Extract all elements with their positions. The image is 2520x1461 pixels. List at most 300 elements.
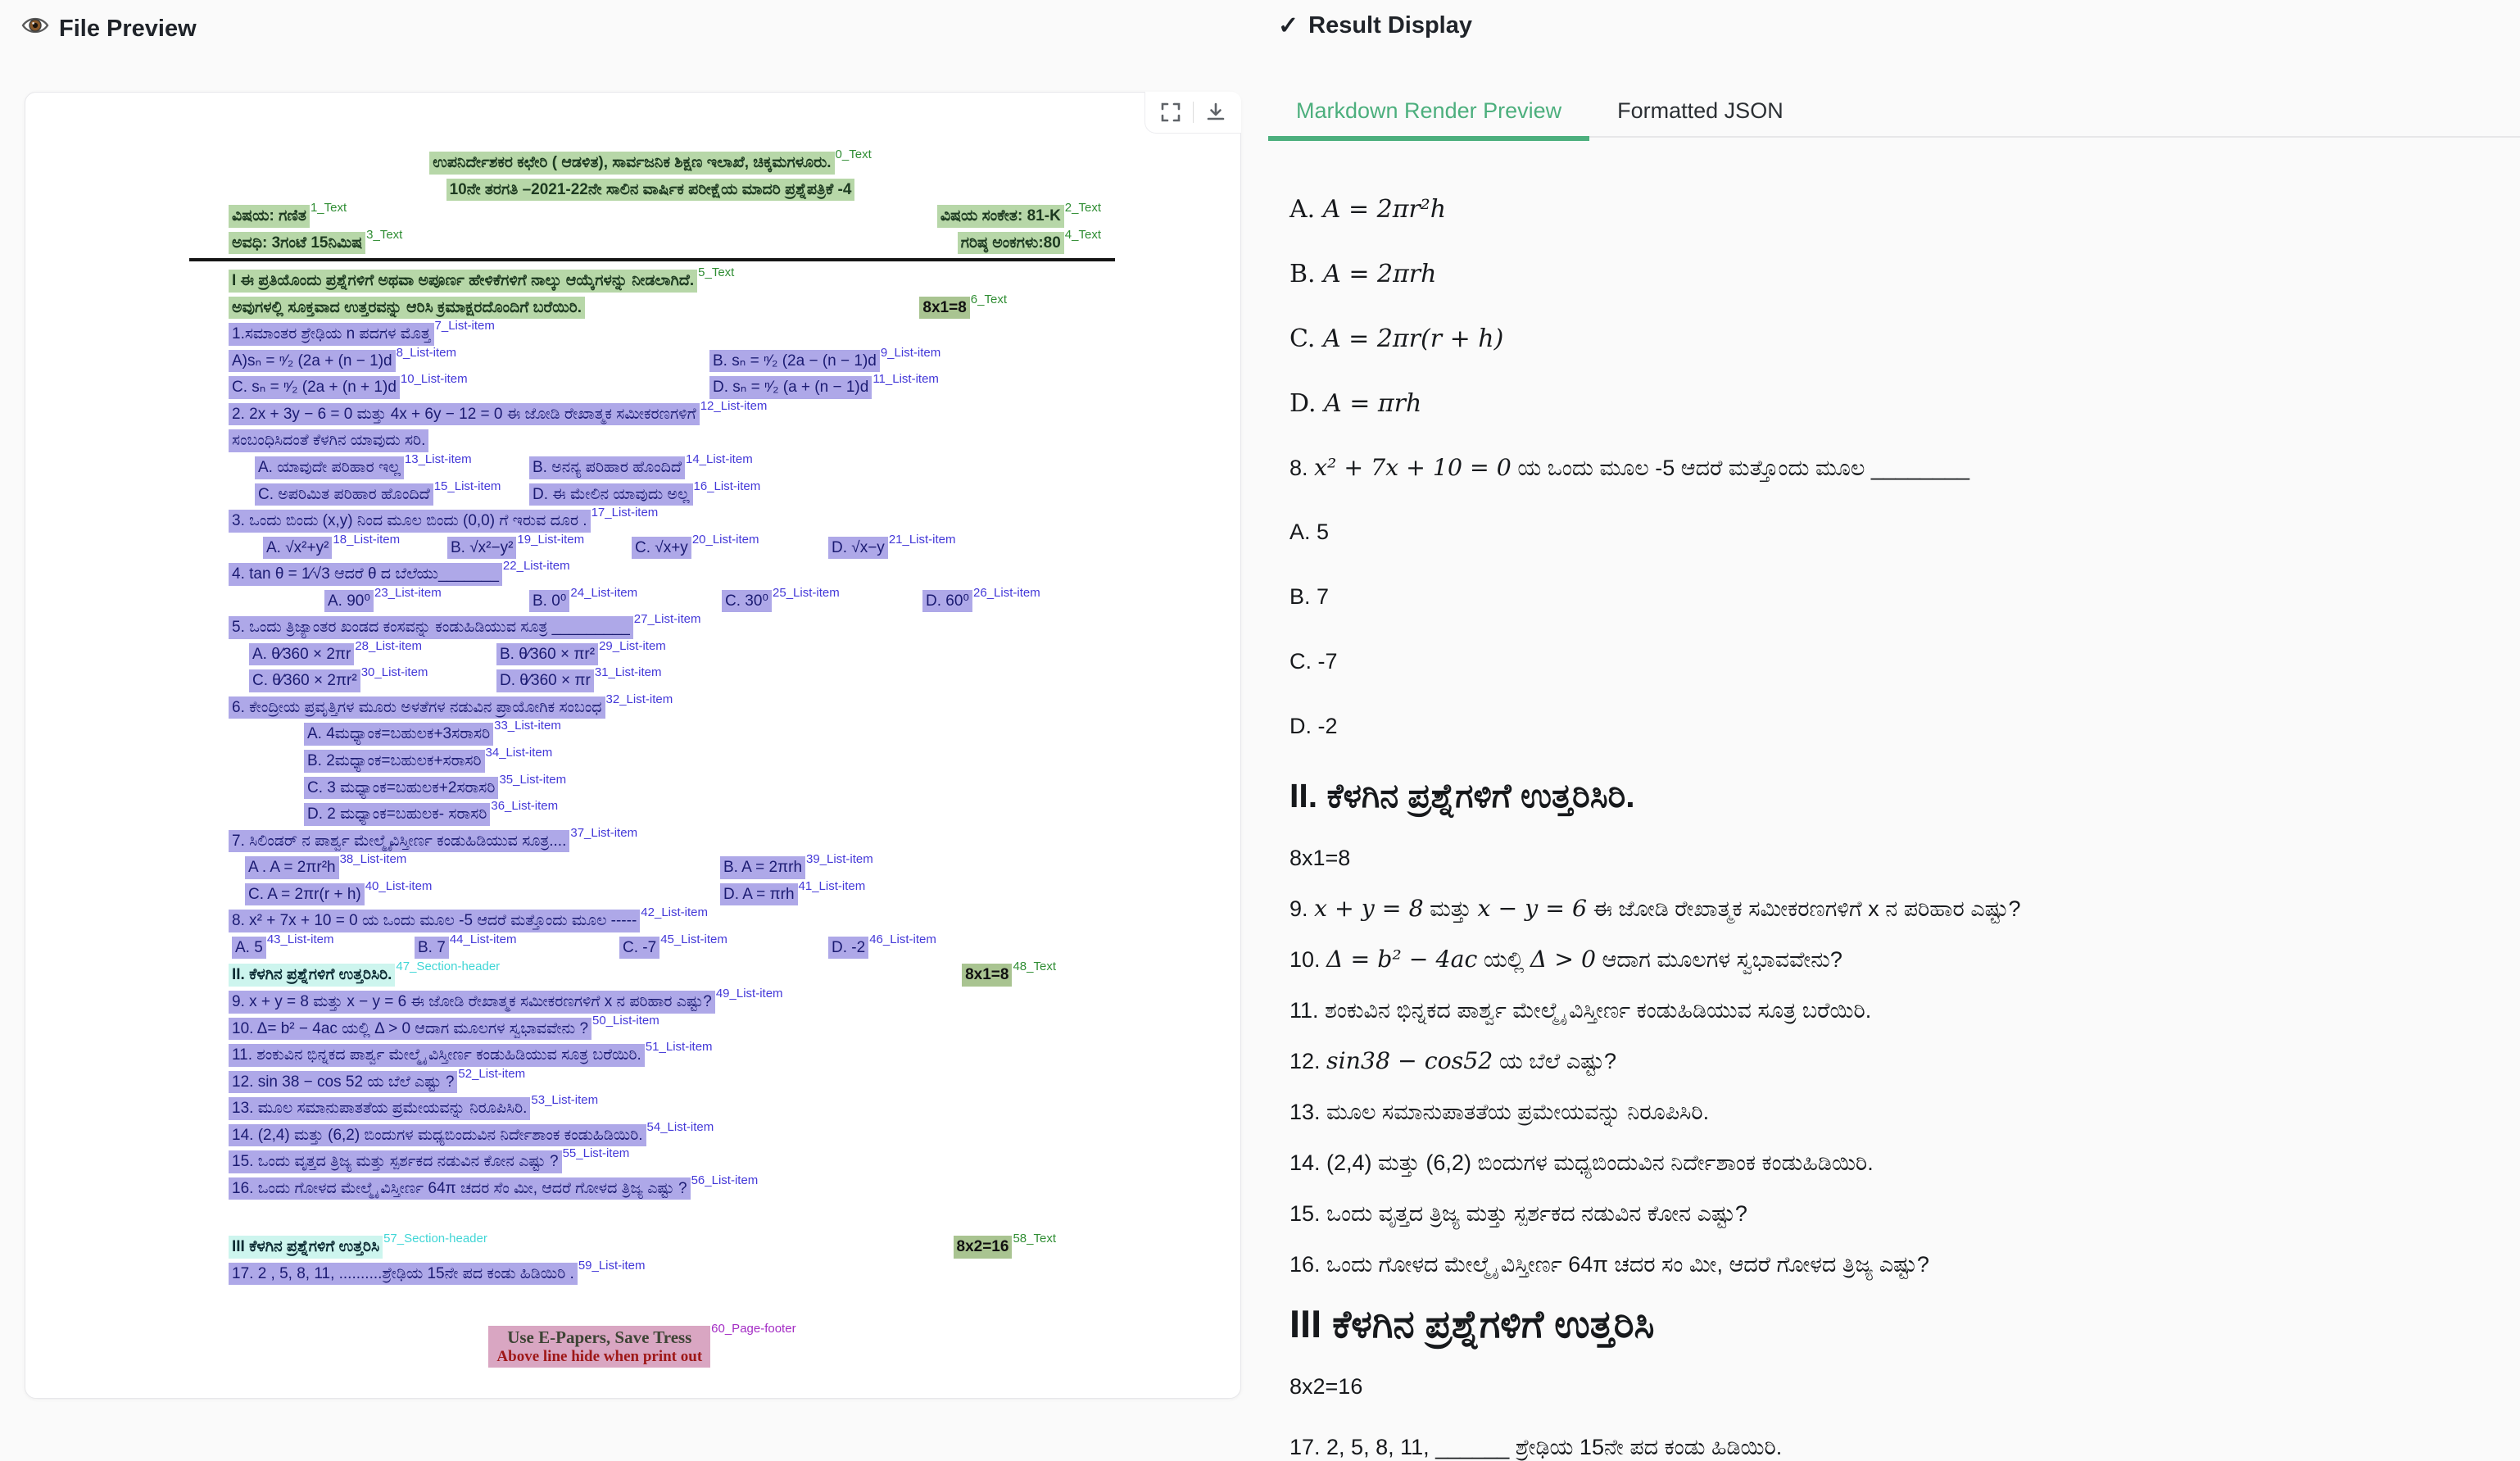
doc-region-44_List-item: B. 7 [415,937,449,960]
document-cell [229,692,673,719]
doc-region-text: ಅವುಗಳಲ್ಲಿ ಸೂಕ್ತವಾದ ಉತ್ತರವನ್ನು ಆರಿಸಿ ಕ್ರಮಾಕ್ಷರದೊಂದಿಗೆ ಬರೆಯಿರಿ. [229,297,585,320]
region-label: 0_Text [835,147,872,161]
region-label: 24_List-item [570,585,638,600]
markdown-line [1289,1301,2495,1348]
document-cell [229,345,709,373]
document-cell [619,932,828,960]
doc-region-26_List-item: D. 60⁰ [922,590,972,613]
region-label: 44_List-item [449,932,517,946]
doc-region-14_List-item: B. ಅನನ್ಯ ಪರಿಹಾರ ಹೊಂದಿದೆ [529,456,685,479]
doc-region-40_List-item: C. A = 2πr(r + h) [245,883,365,906]
document-cell [229,372,709,399]
doc-region-15_List-item: C. ಅಪರಿಮಿತ ಪರಿಹಾರ ಹೊಂದಿದೆ [255,483,433,506]
text-segment: 10. [1289,947,1327,972]
document-row [229,1066,1171,1094]
doc-region-21_List-item: D. √x−y [828,537,888,560]
document-row [229,986,1171,1014]
text-segment: ಆದಾಗ ಮೂಲಗಳ ಸ್ವಭಾವವೇನು? [1596,947,1842,972]
doc-region-19_List-item: B. √x²−y² [447,537,516,560]
region-label: 14_List-item [685,452,753,467]
markdown-line [1289,195,2495,225]
document-cell [229,960,501,987]
region-label: 22_List-item [502,559,570,574]
doc-region-24_List-item: B. 0⁰ [529,590,569,613]
document-row [304,799,1246,826]
document-cell [496,665,662,692]
doc-region-27_List-item: 5. ಒಂದು ತ್ರಿಜ್ಯಾಂತರ ಖಂಡದ ಕಂಸವನ್ನು ಕಂಡುಹಿಡಿಯುವ ಸೂತ್ರ _________ [229,616,633,639]
document-cell [249,665,496,692]
document-cell [709,372,939,399]
text-segment: 17. 2, 5, 8, 11, ______ ಶ್ರೇಢಿಯ 15ನೇ ಪದ ಕಂಡು ಹಿಡಿಯಿರಿ. [1289,1435,1783,1459]
document-cell [232,932,415,960]
doc-region-3_Text: ಅವಧಿ: 3ಗಂಟೆ 15ನಿಮಿಷ [229,232,365,255]
text-segment: 8x2=16 [1289,1374,1363,1399]
doc-region-36_List-item: D. 2 ಮಧ್ಯಾಂಕ=ಬಹುಲಕ- ಸರಾಸರಿ [304,803,490,826]
region-label: 36_List-item [491,799,559,814]
doc-region-22_List-item: 4. tan θ = 1⁄√3 ಆದರೆ θ ದ ಬೆಲೆಯು_______ [229,563,502,586]
document-cell [229,1040,713,1067]
doc-region-35_List-item: C. 3 ಮಧ್ಯಾಂಕ=ಬಹುಲಕ+2ಸರಾಸರಿ [304,777,498,800]
document-cell [229,986,783,1014]
text-segment: 13. ಮೂಲ ಸಮಾನುಪಾತತೆಯ ಪ್ರಮೇಯವನ್ನು ನಿರೂಪಿಸಿರಿ. [1289,1100,1710,1124]
document-cell [229,1119,714,1147]
document-cell [229,1173,759,1200]
document-cell [229,1093,599,1120]
document-cell [496,638,666,666]
document-cell [245,878,720,906]
math-segment: A = 2πr(r + h) [1322,324,1504,353]
check-icon: ✓ [1278,12,1299,39]
document-row [255,479,1197,506]
doc-region-32_List-item: 6. ಕೇಂದ್ರೀಯ ಪ್ರವೃತ್ತಿಗಳ ಮೂರು ಅಳತೆಗಳ ನಡುವಿನ ಪ್ರಾಯೋಗಿಕ ಸಂಬಂಧ [229,696,605,719]
region-label: 30_List-item [360,665,428,680]
doc-region-17_List-item: 3. ಒಂದು ಬಿಂದು (x,y) ನಿಂದ ಮೂಲ ಬಿಂದು (0,0) ಗೆ ಇರುವ ದೂರ . [229,510,591,533]
region-label: 9_List-item [880,345,941,360]
region-label: 17_List-item [591,506,659,520]
math-segment: sin38 − cos52 [1326,1047,1493,1074]
result-display-title: Result Display [1308,12,1472,39]
document-cell [249,638,496,666]
region-label: 35_List-item [499,772,567,787]
document-cell [828,532,956,560]
markdown-line [1289,1098,2495,1126]
document-cell [529,452,753,479]
document-cell [958,227,1101,255]
doc-region-43_List-item: A. 5 [232,937,266,960]
file-preview-header [21,11,197,46]
text-segment: ಯ ಬೆಲೆ ಎಷ್ಟು? [1493,1049,1617,1073]
region-label: 16_List-item [693,479,761,493]
tab-markdown-render-preview[interactable]: Markdown Render Preview [1268,90,1589,141]
math-segment: A = 2πr²h [1322,195,1447,224]
region-label: 45_List-item [660,932,727,946]
doc-region-25_List-item: C. 30⁰ [722,590,772,613]
document-cell [229,612,701,639]
markdown-line [1289,647,2495,675]
doc-region-47_Section-header: II. ಕೆಳಗಿನ ಪ್ರಶ್ನೆಗಳಿಗೆ ಉತ್ತರಿಸಿರಿ. [229,964,395,987]
markdown-preview-content[interactable] [1289,138,2495,1461]
document-row [229,960,1056,987]
region-label: 54_List-item [646,1119,714,1134]
document-cell [304,772,567,800]
math-segment: A = πrh [1324,389,1422,418]
region-label: 42_List-item [641,905,708,920]
document-cell [229,559,570,586]
document-row [249,638,1191,666]
region-label: 12_List-item [700,398,768,413]
document-row [229,1119,1171,1147]
document-row [229,1146,1171,1173]
document-cell [229,1013,659,1041]
document-row [229,506,1171,533]
region-label: 40_List-item [365,878,433,893]
text-segment: D. [1289,389,1325,418]
text-segment: 9. [1289,896,1315,921]
document-cell [304,746,553,773]
document-cell [720,852,873,879]
doc-region-28_List-item: A. θ⁄360 × 2πr [249,643,354,666]
text-segment: 16. ಒಂದು ಗೋಳದ ಮೇಲ್ಮೈ ವಿಸ್ತೀರ್ಣ 64π ಚದರ ಸಂ ಮೀ, ಆದರೆ ಗೋಳದ ತ್ರಿಜ್ಯ ಎಷ್ಟು? [1289,1252,1929,1277]
region-label: 26_List-item [973,585,1040,600]
math-segment: Δ = b² − 4ac [1326,946,1478,973]
document-row [229,1013,1171,1041]
markdown-line [1289,777,2495,816]
text-segment: D. -2 [1289,714,1338,738]
document-cell [229,265,735,293]
text-segment: 11. ಶಂಕುವಿನ ಭಿನ್ನಕದ ಪಾರ್ಶ್ವ ಮೇಲ್ಮೈ ವಿಸ್ತೀರ್ಣ ಕಂಡುಹಿಡಿಯುವ ಸೂತ್ರ ಬರೆಯಿರಿ. [1289,998,1872,1023]
document-cell [229,1232,487,1259]
region-label: 8_List-item [396,345,456,360]
region-label: 15_List-item [433,479,501,493]
doc-region-text: 10ನೇ ತರಗತಿ –2021-22ನೇ ಸಾಲಿನ ವಾರ್ಷಿಕ ಪರೀಕ್ಷೆಯ ಮಾದರಿ ಪ್ರಶ್ನೆಪತ್ರಿಕೆ -4 [446,179,855,202]
document-cell [962,960,1056,987]
document-row [229,1258,1171,1286]
document-cell [229,398,768,426]
region-label: 1_Text [310,201,347,216]
text-segment: ಯ ಒಂದು ಮೂಲ -5 ಆದರೆ ಮತ್ತೊಂದು ಮೂಲ ________ [1511,456,1970,480]
markdown-line [1289,389,2495,419]
markdown-line [1289,1149,2495,1177]
doc-region-59_List-item: 17. 2 , 5, 8, 11, ..........ಶ್ರೇಢಿಯ 15ನೇ ಪದ ಕಂಡು ಹಿಡಿಯಿರಿ . [229,1263,578,1286]
document-cell [255,452,529,479]
region-label: 25_List-item [773,585,840,600]
doc-region-52_List-item: 12. sin 38 − cos 52 ಯ ಬೆಲೆ ಎಷ್ಟು ? [229,1071,457,1094]
markdown-line [1289,844,2495,872]
region-label: 43_List-item [266,932,334,946]
doc-region-41_List-item: D. A = πrh [720,883,798,906]
markdown-line [1289,454,2495,482]
document-page[interactable] [25,93,1240,1398]
document-cell [229,1258,646,1286]
document-row [229,1173,1171,1200]
document-cell [415,932,619,960]
document-cell [937,201,1101,228]
document-divider-line [189,258,1115,261]
doc-region-4_Text: ಗರಿಷ್ಠ ಅಂಕಗಳು:80 [958,232,1064,255]
doc-region-12_List-item: 2. 2x + 3y − 6 = 0 ಮತ್ತು 4x + 6y − 12 = 0 ಈ ಜೋಡಿ ರೇಖಾತ್ಮಕ ಸಮೀಕರಣಗಳಿಗೆ [229,403,700,426]
document-row [229,179,1072,202]
document-row [304,772,1246,800]
document-row [324,585,1267,613]
text-segment: C. [1289,324,1323,353]
document-cell [447,532,632,560]
document-cell [229,506,659,533]
document-row [229,345,1171,373]
markdown-line [1289,946,2495,973]
markdown-line [1289,583,2495,610]
document-cell [255,479,529,506]
document-cell [229,297,919,320]
document-row [245,852,1187,879]
region-label: 5_Text [698,265,735,280]
markdown-line [1289,712,2495,740]
page-footer-warning: Above line hide when print out [496,1348,703,1366]
math-segment: x + y = 8 [1314,895,1424,922]
doc-region-2_Text: ವಿಷಯ ಸಂಕೇತ: 81-K [937,205,1064,228]
document-row [229,147,1072,175]
text-segment: B. 7 [1289,584,1330,609]
doc-region-11_List-item: D. sₙ = ⁿ⁄₂ (a + (n − 1)d [709,376,872,399]
region-label: 20_List-item [691,532,759,547]
document-cell [919,292,1007,320]
document-cell [229,905,708,932]
region-label: 31_List-item [594,665,662,680]
file-preview-title: File Preview [59,15,197,42]
document-cell [720,878,866,906]
document-row [229,227,1101,255]
region-label: 13_List-item [404,452,472,467]
doc-region-50_List-item: 10. Δ= b² − 4ac ಯಲ್ಲಿ Δ > 0 ಆದಾಗ ಮೂಲಗಳ ಸ್ವಭಾವವೇನು ? [229,1018,591,1041]
doc-region-34_List-item: B. 2ಮಧ್ಯಾಂಕ=ಬಹುಲಕ+ಸರಾಸರಿ [304,750,485,773]
region-label: 39_List-item [806,852,873,867]
region-label: 23_List-item [374,585,442,600]
doc-region-53_List-item: 13. ಮೂಲ ಸಮಾನುಪಾತತೆಯ ಪ್ರಮೇಯವನ್ನು ನಿರೂಪಿಸಿರಿ. [229,1097,530,1120]
region-label: 6_Text [970,292,1007,306]
doc-region-text: ಸಂಬಂಧಿಸಿದಂತೆ ಕೆಳಗಿನ ಯಾವುದು ಸರಿ. [229,429,428,452]
doc-region-45_List-item: C. -7 [619,937,659,960]
document-row [229,398,1171,426]
document-row [229,372,1171,399]
document-cell [245,852,720,879]
text-segment: A. 5 [1289,520,1330,544]
document-cell [446,179,855,202]
markdown-line [1289,1200,2495,1227]
region-label: 57_Section-header [383,1232,487,1246]
doc-region-55_List-item: 15. ಒಂದು ವೃತ್ತದ ತ್ರಿಜ್ಯ ಮತ್ತು ಸ್ಪರ್ಶಕದ ನಡುವಿನ ಕೋನ ಎಷ್ಟು ? [229,1150,562,1173]
document-row [229,265,1171,293]
region-label: 18_List-item [333,532,401,547]
document-row [229,559,1171,586]
doc-region-49_List-item: 9. x + y = 8 ಮತ್ತು x − y = 6 ಈ ಜೋಡಿ ರೇಖಾತ್ಮಕ ಸಮೀಕರಣಗಳಿಗೆ x ನ ಪರಿಹಾರ ಎಷ್ಟು? [229,991,715,1014]
doc-region-57_Section-header: III ಕೆಳಗಿನ ಪ್ರಶ್ನೆಗಳಿಗೆ ಉತ್ತರಿಸಿ [229,1236,383,1259]
text-segment: 14. (2,4) ಮತ್ತು (6,2) ಬಿಂದುಗಳ ಮಧ್ಯಬಿಂದುವಿನ ನಿರ್ದೇಶಾಂಕ ಕಂಡುಹಿಡಿಯಿರಿ. [1289,1150,1874,1175]
region-label: 59_List-item [578,1258,646,1273]
doc-region-56_List-item: 16. ಒಂದು ಗೋಳದ ಮೇಲ್ಮೈ ವಿಸ್ತೀರ್ಣ 64π ಚದರ ಸೆಂ ಮೀ, ಆದರೆ ಗೋಳದ ತ್ರಿಜ್ಯ ಎಷ್ಟು ? [229,1177,691,1200]
document-row [229,1040,1171,1067]
document-row [229,429,1171,452]
document-row [304,719,1246,746]
document-row [229,612,1171,639]
region-label: 2_Text [1064,201,1101,216]
region-label: 28_List-item [355,638,423,653]
doc-region-54_List-item: 14. (2,4) ಮತ್ತು (6,2) ಬಿಂದುಗಳ ಮಧ್ಯಬಿಂದುವಿನ ನಿರ್ದೇಶಾಂಕ ಕಂಡುಹಿಡಿಯಿರಿ. [229,1124,646,1147]
region-label: 46_List-item [869,932,936,946]
document-cell [304,719,561,746]
doc-region-46_List-item: D. -2 [828,937,868,960]
document-cell [922,585,1040,613]
text-segment: ಯಲ್ಲಿ [1477,947,1530,972]
document-cell [229,319,495,346]
document-row [229,1093,1171,1120]
document-row [245,878,1187,906]
document-cell [709,345,941,373]
doc-region-51_List-item: 11. ಶಂಕುವಿನ ಭಿನ್ನಕದ ಪಾರ್ಶ್ವ ಮೇಲ್ಮೈ ವಿಸ್ತೀರ್ಣ ಕಂಡುಹಿಡಿಯುವ ಸೂತ್ರ ಬರೆಯಿರಿ. [229,1044,645,1067]
doc-region-29_List-item: B. θ⁄360 × πr² [496,643,598,666]
doc-region-30_List-item: C. θ⁄360 × 2πr² [249,669,360,692]
region-label: 38_List-item [339,852,407,867]
doc-region-8_List-item: A)sₙ = ⁿ⁄₂ (2a + (n − 1)d [229,350,396,373]
result-tabbar [1268,90,2520,138]
result-panel [1268,0,2520,1461]
markdown-line [1289,1373,2495,1400]
region-label: 50_List-item [592,1013,659,1028]
document-cell [722,585,922,613]
tab-formatted-json[interactable]: Formatted JSON [1617,98,1783,123]
document-cell [828,932,936,960]
doc-region-1_Text: ವಿಷಯ: ಗಣಿತ [229,205,310,228]
text-segment: ಮತ್ತು [1423,896,1478,921]
doc-region-58_Text: 8x2=16 [954,1236,1013,1259]
text-segment: III ಕೆಳಗಿನ ಪ್ರಶ್ನೆಗಳಿಗೆ ಉತ್ತರಿಸಿ [1289,1302,1655,1345]
doc-region-18_List-item: A. √x²+y² [263,537,332,560]
doc-region-39_List-item: B. A = 2πrh [720,856,805,879]
markdown-line [1289,324,2495,354]
region-label: 51_List-item [645,1040,713,1055]
region-label: 21_List-item [888,532,956,547]
doc-region-20_List-item: C. √x+y [632,537,691,560]
markdown-line [1289,1433,2495,1461]
region-label: 3_Text [366,227,403,242]
text-segment: ಈ ಜೋಡಿ ರೇಖಾತ್ಮಕ ಸಮೀಕರಣಗಳಿಗೆ x ನ ಪರಿಹಾರ ಎಷ್ಟು? [1587,896,2021,921]
page-footer-line: Use E-Papers, Save Tress [507,1327,692,1348]
region-label: 33_List-item [494,719,561,733]
markdown-line [1289,1250,2495,1278]
text-segment: 8. [1289,456,1315,480]
doc-region-9_List-item: B. sₙ = ⁿ⁄₂ (2a − (n − 1)d [709,350,880,373]
math-segment: A = 2πrh [1323,260,1437,288]
region-label: 27_List-item [633,612,701,627]
doc-region-38_List-item: A . A = 2πr²h [245,856,339,879]
document-row [255,452,1197,479]
document-row [229,292,1007,320]
markdown-line [1289,1047,2495,1075]
region-label: 4_Text [1064,227,1101,242]
region-label: 49_List-item [715,986,783,1000]
text-segment: B. [1289,260,1324,288]
region-label: 32_List-item [605,692,673,706]
doc-region-13_List-item: A. ಯಾವುದೇ ಪರಿಹಾರ ಇಲ್ಲ [255,456,404,479]
region-label: 47_Section-header [396,960,501,974]
file-preview-box [25,92,1241,1399]
region-label: 19_List-item [517,532,585,547]
document-cell [229,1066,526,1094]
doc-region-5_Text: I ಈ ಪ್ರತಿಯೊಂದು ಪ್ರಶ್ನೆಗಳಿಗೆ ಅಥವಾ ಅಪೂರ್ಣ ಹೇಳಿಕೆಗಳಿಗೆ ನಾಲ್ಕು ಆಯ್ಕೆಗಳನ್ನು ನೀಡಲಾಗಿದೆ. [229,270,697,293]
document-row [249,665,1191,692]
document-cell [529,585,722,613]
document-cell [229,201,347,228]
doc-region-16_List-item: D. ಈ ಮೇಲಿನ ಯಾವುದು ಅಲ್ಲ [529,483,693,506]
document-cell [229,1146,630,1173]
region-label: 53_List-item [531,1093,599,1108]
doc-region-0_Text: ಉಪನಿರ್ದೇಶಕರ ಕಛೇರಿ ( ಆಡಳಿತ), ಸಾರ್ವಜನಿಕ ಶಿಕ್ಷಣ ಇಲಾಖೆ, ಚಿಕ್ಕಮಗಳೂರು. [429,152,834,175]
text-segment: 15. ಒಂದು ವೃತ್ತದ ತ್ರಿಜ್ಯ ಮತ್ತು ಸ್ಪರ್ಶಕದ ನಡುವಿನ ಕೋನ ಎಷ್ಟು? [1289,1201,1747,1226]
document-row [229,825,1171,853]
document-row [304,746,1246,773]
text-segment: C. -7 [1289,649,1338,674]
document-row [229,201,1101,228]
markdown-line [1289,518,2495,546]
doc-region-33_List-item: A. 4ಮಧ್ಯಾಂಕ=ಬಹುಲಕ+3ಸರಾಸರಿ [304,723,493,746]
document-cell [632,532,828,560]
document-cell [324,585,529,613]
region-label: 34_List-item [485,746,553,760]
doc-region-23_List-item: A. 90⁰ [324,590,374,613]
eye-icon [21,11,49,46]
region-label: 48_Text [1013,960,1056,974]
doc-region-48_Text: 8x1=8 [962,964,1012,987]
document-cell [229,227,403,255]
document-row [232,932,1174,960]
document-cell [304,799,559,826]
document-row [263,532,1205,560]
doc-region-6_Text: 8x1=8 [919,297,969,320]
region-label: 56_List-item [691,1173,759,1187]
region-label: 58_Text [1013,1232,1056,1246]
markdown-line [1289,996,2495,1024]
document-cell [429,147,872,175]
document-cell [229,429,428,452]
page-footer-region [229,1322,1056,1368]
document-cell [954,1232,1056,1259]
text-segment: A. [1289,195,1323,224]
region-label: 7_List-item [434,319,495,333]
region-label: 52_List-item [458,1066,526,1081]
document-cell [229,825,638,853]
doc-region-37_List-item: 7. ಸಿಲಿಂಡರ್ ನ ಪಾರ್ಶ್ವ ಮೇಲ್ಮೈವಿಸ್ತೀರ್ಣ ಕಂಡುಹಿಡಿಯುವ ಸೂತ್ರ.... [229,830,569,853]
document-cell [263,532,447,560]
markdown-line [1289,260,2495,289]
document-cell [529,479,761,506]
text-segment: II. ಕೆಳಗಿನ ಪ್ರಶ್ನೆಗಳಿಗೆ ಉತ್ತರಿಸಿರಿ. [1289,777,1635,814]
doc-region-7_List-item: 1.ಸಮಾಂತರ ಶ್ರೇಢಿಯ n ಪದಗಳ ಮೊತ್ತ [229,323,434,346]
math-segment: x² + 7x + 10 = 0 [1314,454,1512,481]
markdown-line [1289,895,2495,923]
page-footer-highlight [488,1326,710,1368]
doc-region-31_List-item: D. θ⁄360 × πr [496,669,594,692]
text-segment: 12. [1289,1049,1327,1073]
region-label: 55_List-item [562,1146,630,1161]
math-segment: x − y = 6 [1477,895,1588,922]
region-label: 37_List-item [570,825,638,840]
document-row [229,692,1171,719]
region-label: 10_List-item [400,372,468,387]
document-row [229,319,1171,346]
doc-region-10_List-item: C. sₙ = ⁿ⁄₂ (2a + (n + 1)d [229,376,400,399]
text-segment: 8x1=8 [1289,846,1351,870]
region-label: 41_List-item [798,878,866,893]
math-segment: Δ > 0 [1530,946,1596,973]
document-row [229,905,1171,932]
